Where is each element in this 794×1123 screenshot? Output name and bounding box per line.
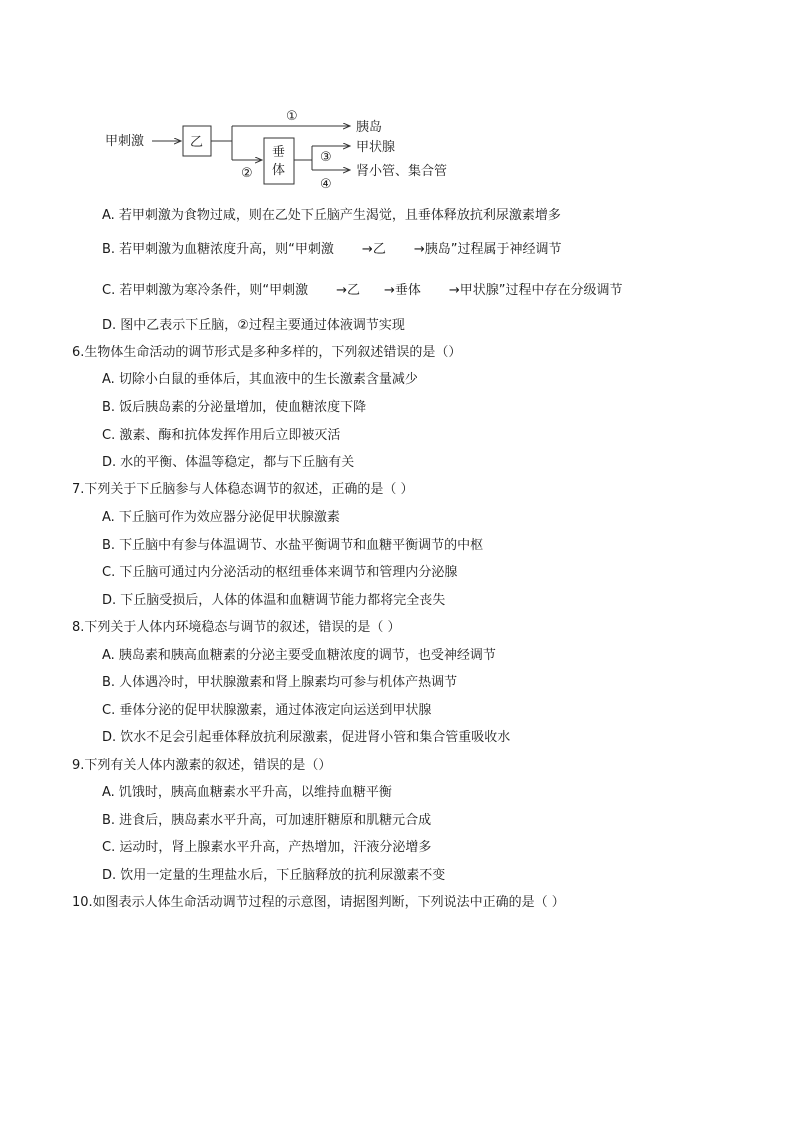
q5-option-b-part1: B. 若甲刺激为血糖浓度升高，则“甲刺激 — [102, 242, 334, 257]
q5-option-c-part1: C. 若甲刺激为寒冷条件，则“甲刺激 — [102, 283, 309, 298]
q5-option-c-part3: →垂体 — [383, 283, 421, 298]
q9-option-b: B. 进食后，胰岛素水平升高，可加速肝糖原和肌糖元合成 — [102, 813, 432, 828]
label-3: ③ — [320, 150, 332, 165]
q7-option-c: C. 下丘脑可通过内分泌活动的枢纽垂体来调节和管理内分泌腺 — [102, 565, 458, 580]
label-4: ④ — [320, 177, 332, 192]
q5-option-c-part4: →甲状腺”过程中存在分级调节 — [448, 283, 623, 298]
label-1: ① — [286, 109, 298, 124]
target3-renal-tubule: 肾小管、集合管 — [356, 164, 448, 179]
label-2: ② — [241, 166, 253, 181]
q6-option-c: C. 激素、酶和抗体发挥作用后立即被灭活 — [102, 428, 341, 443]
q8-option-a: A. 胰岛素和胰高血糖素的分泌主要受血糖浓度的调节，也受神经调节 — [102, 648, 496, 663]
q8-option-d: D. 饮水不足会引起垂体释放抗利尿激素，促进肾小管和集合管重吸收水 — [102, 730, 511, 745]
q5-option-b — [102, 241, 561, 259]
q7-option-a: A. 下丘脑可作为效应器分泌促甲状腺激素 — [102, 510, 340, 525]
q6-option-b: B. 饭后胰岛素的分泌量增加，使血糖浓度下降 — [102, 400, 367, 415]
q6-option-a: A. 切除小白鼠的垂体后，其血液中的生长激素含量减少 — [102, 372, 418, 387]
q6-option-d: D. 水的平衡、体温等稳定，都与下丘脑有关 — [102, 455, 355, 470]
regulation-diagram — [100, 104, 480, 194]
box1-label: 乙 — [190, 135, 204, 150]
q5-option-c-part2: →乙 — [336, 283, 360, 298]
q10-stem: 10.如图表示人体生命活动调节过程的示意图，请据图判断，下列说法中正确的是（ ） — [72, 895, 565, 910]
diagram-input-label: 甲刺激 — [105, 134, 145, 149]
q5-option-b-part3: →胰岛”过程属于神经调节 — [413, 242, 562, 257]
q7-option-d: D. 下丘脑受损后，人体的体温和血糖调节能力都将完全丧失 — [102, 593, 446, 608]
q9-option-d: D. 饮用一定量的生理盐水后，下丘脑释放的抗利尿激素不变 — [102, 868, 446, 883]
target2-thyroid: 甲状腺 — [356, 140, 396, 155]
box2-label-bottom: 体 — [272, 163, 286, 178]
regulation-diagram-svg — [100, 104, 480, 194]
q7-option-b: B. 下丘脑中有参与体温调节、水盐平衡调节和血糖平衡调节的中枢 — [102, 538, 484, 553]
q9-option-c: C. 运动时，肾上腺素水平升高，产热增加，汗液分泌增多 — [102, 840, 432, 855]
q8-option-b: B. 人体遇冷时，甲状腺激素和肾上腺素均可参与机体产热调节 — [102, 675, 458, 690]
q9-stem: 9.下列有关人体内激素的叙述，错误的是（） — [72, 758, 332, 773]
q5-option-c — [102, 282, 623, 300]
q8-option-c: C. 垂体分泌的促甲状腺激素，通过体液定向运送到甲状腺 — [102, 703, 432, 718]
q5-option-a: A. 若甲刺激为食物过咸，则在乙处下丘脑产生渴觉，且垂体释放抗利尿激素增多 — [102, 208, 561, 223]
q6-stem: 6.生物体生命活动的调节形式是多种多样的，下列叙述错误的是（） — [72, 345, 462, 360]
target1-pancreatic-islet: 胰岛 — [356, 120, 383, 135]
q8-stem: 8.下列关于人体内环境稳态与调节的叙述，错误的是（ ） — [72, 620, 401, 635]
q5-option-b-part2: →乙 — [361, 242, 386, 257]
q5-option-d: D. 图中乙表示下丘脑，②过程主要通过体液调节实现 — [102, 318, 405, 333]
q9-option-a: A. 饥饿时，胰高血糖素水平升高，以维持血糖平衡 — [102, 785, 392, 800]
q7-stem: 7.下列关于下丘脑参与人体稳态调节的叙述，正确的是（ ） — [72, 482, 414, 497]
box2-label-top: 垂 — [272, 145, 286, 160]
